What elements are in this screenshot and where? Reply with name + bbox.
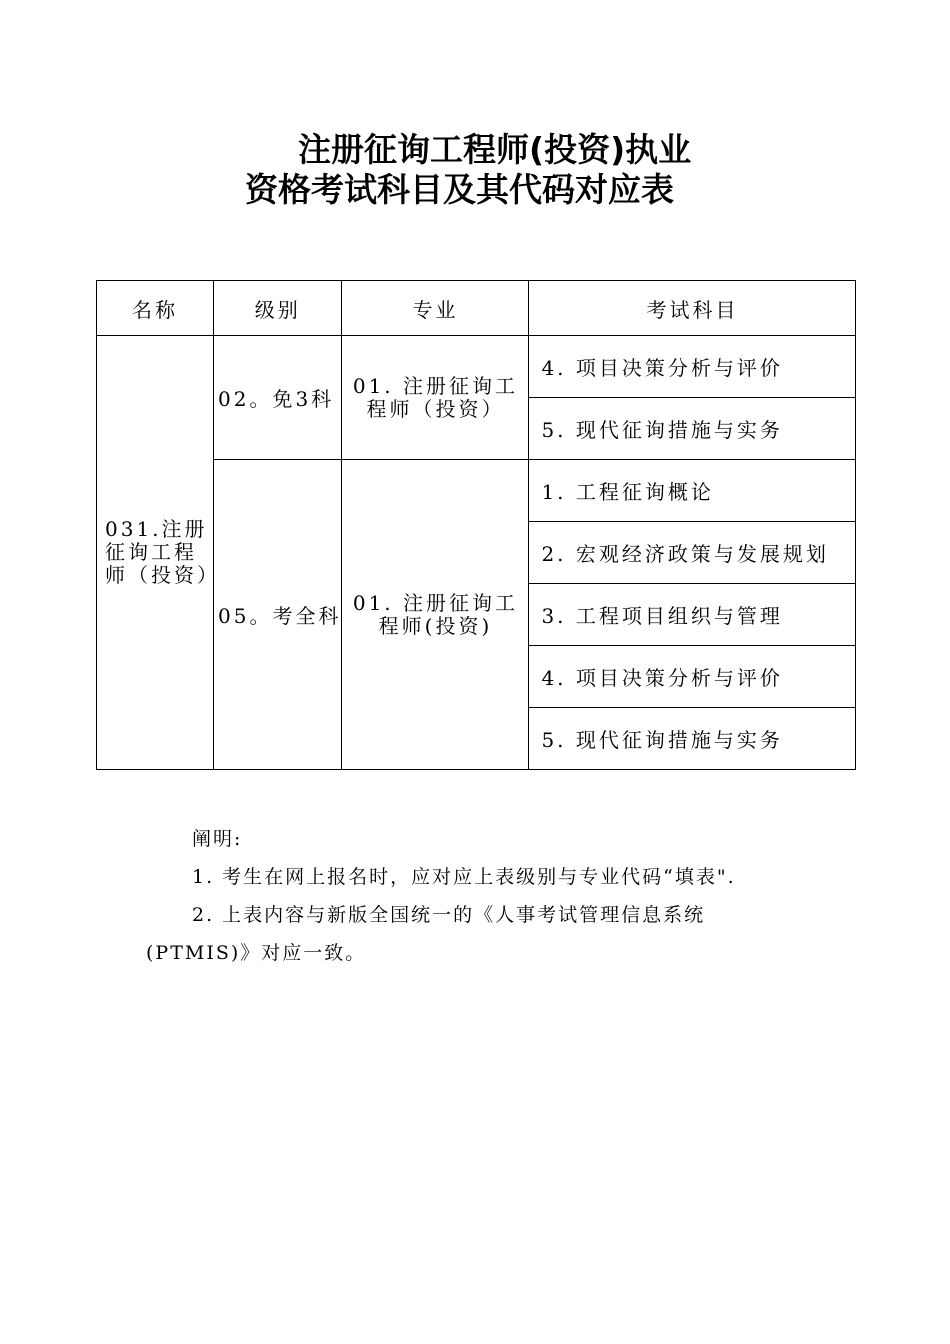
subject-cell: 5. 现代征询措施与实务 (529, 708, 856, 770)
note-item-1: 1. 考生在网上报名时，应对应上表级别与专业代码“填表". (192, 866, 736, 888)
subject-code-table (96, 280, 856, 770)
level-cell: 02。免3科 (214, 336, 342, 460)
notes-heading: 阐明: (192, 828, 243, 850)
header-name: 名称 (97, 281, 214, 336)
table-row (97, 336, 856, 398)
note-item-2: 2. 上表内容与新版全国统一的《人事考试管理信息系统 (192, 904, 706, 926)
subject-cell: 4. 项目决策分析与评价 (529, 646, 856, 708)
major-cell: 01. 注册征询工程师(投资) (342, 460, 529, 770)
major-cell: 01. 注册征询工程师（投资） (342, 336, 529, 460)
document-title-line1: 注册征询工程师(投资)执业 (298, 130, 692, 169)
subject-cell: 5. 现代征询措施与实务 (529, 398, 856, 460)
document-title-line2: 资格考试科目及其代码对应表 (245, 170, 674, 209)
notes-section (0, 820, 950, 972)
header-major: 专业 (342, 281, 529, 336)
subject-cell: 3. 工程项目组织与管理 (529, 584, 856, 646)
level-cell: 05。考全科 (214, 460, 342, 770)
subject-cell: 4. 项目决策分析与评价 (529, 336, 856, 398)
header-level: 级别 (214, 281, 342, 336)
subject-cell: 2. 宏观经济政策与发展规划 (529, 522, 856, 584)
note-item-2-continued: (PTMIS)》对应一致。 (146, 942, 367, 964)
table-header-row (97, 281, 856, 336)
qualification-name: 031.注册征询工程师（投资） (97, 336, 214, 770)
subject-cell: 1. 工程征询概论 (529, 460, 856, 522)
header-subject: 考试科目 (529, 281, 856, 336)
